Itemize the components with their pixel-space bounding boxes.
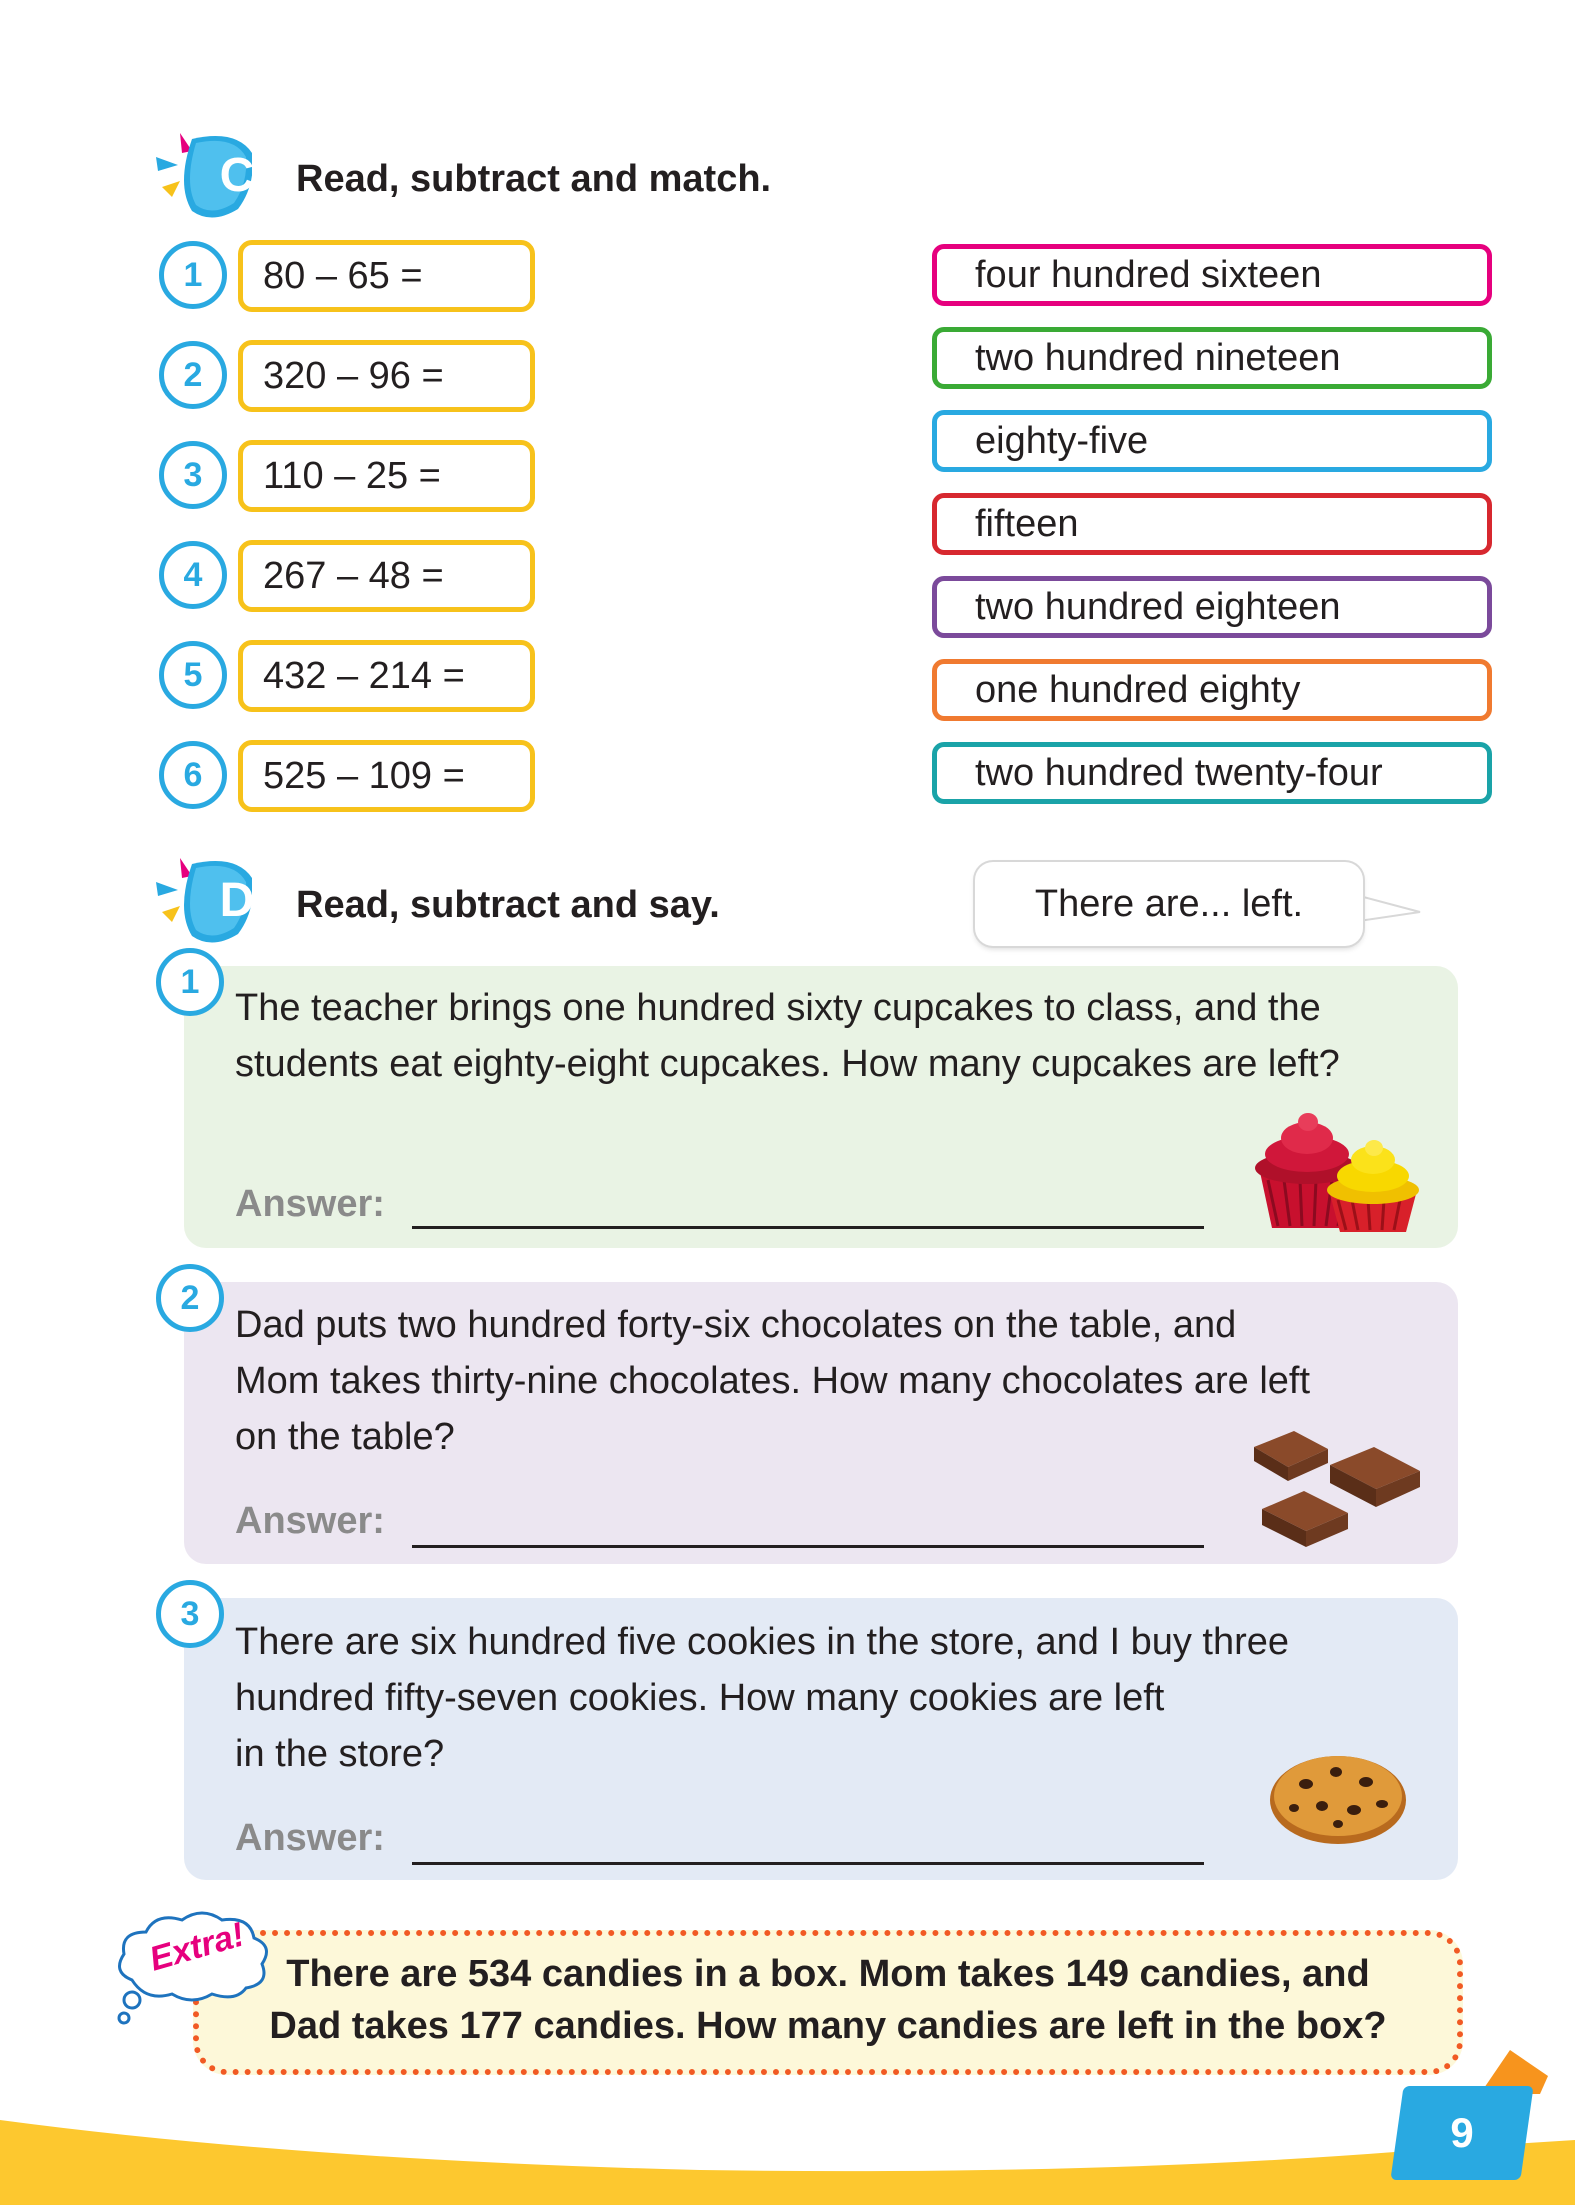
problem-text-2 <box>235 1297 1310 1465</box>
problem-text-1 <box>235 980 1340 1092</box>
answer-line-1[interactable] <box>412 1226 1204 1229</box>
equation-box-3[interactable]: 110 – 25 = <box>238 440 535 512</box>
equation-number-3: 3 <box>159 441 227 509</box>
extra-line-2: Dad takes 177 candies. How many candies are left in the box? <box>269 2005 1387 2047</box>
chocolates-icon <box>1250 1425 1425 1555</box>
word-box-6[interactable]: one hundred eighty <box>932 659 1492 721</box>
equation-box-2[interactable]: 320 – 96 = <box>238 340 535 412</box>
section-c-title: Read, subtract and match. <box>296 158 772 200</box>
speech-bubble: There are... left. <box>975 862 1363 946</box>
word-box-3[interactable]: eighty-five <box>932 410 1492 472</box>
answer-label-1: Answer: <box>235 1183 385 1225</box>
answer-label-3: Answer: <box>235 1817 385 1859</box>
answer-line-3[interactable] <box>412 1862 1204 1865</box>
problem-number-1: 1 <box>156 948 224 1016</box>
problem-2-line-1: Dad puts two hundred forty-six chocolates on the table, and <box>235 1304 1237 1346</box>
problem-2-line-3: on the table? <box>235 1416 455 1458</box>
equation-number-4: 4 <box>159 541 227 609</box>
problem-text-3 <box>235 1614 1289 1782</box>
answer-line-2[interactable] <box>412 1545 1204 1548</box>
word-box-5[interactable]: two hundred eighteen <box>932 576 1492 638</box>
word-box-4[interactable]: fifteen <box>932 493 1492 555</box>
equation-number-6: 6 <box>159 741 227 809</box>
problem-1-line-2: students eat eighty-eight cupcakes. How many cupcakes are left? <box>235 1043 1340 1085</box>
word-box-2[interactable]: two hundred nineteen <box>932 327 1492 389</box>
section-d-title: Read, subtract and say. <box>296 884 720 926</box>
problem-3-line-1: There are six hundred five cookies in the store, and I buy three <box>235 1621 1290 1663</box>
equation-box-1[interactable]: 80 – 65 = <box>238 240 535 312</box>
cupcakes-icon <box>1250 1110 1420 1235</box>
equation-number-2: 2 <box>159 341 227 409</box>
equation-box-5[interactable]: 432 – 214 = <box>238 640 535 712</box>
equation-number-1: 1 <box>159 241 227 309</box>
equation-number-5: 5 <box>159 641 227 709</box>
problem-number-3: 3 <box>156 1580 224 1648</box>
equation-box-6[interactable]: 525 – 109 = <box>238 740 535 812</box>
answer-label-2: Answer: <box>235 1500 385 1542</box>
equation-box-4[interactable]: 267 – 48 = <box>238 540 535 612</box>
problem-number-2: 2 <box>156 1264 224 1332</box>
extra-line-1: There are 534 candies in a box. Mom takes 149 candies, and <box>286 1953 1370 1995</box>
extra-badge: Extra! <box>145 1915 249 1979</box>
problem-1-line-1: The teacher brings one hundred sixty cupcakes to class, and the <box>235 987 1321 1029</box>
problem-3-line-2: hundred fifty-seven cookies. How many cookies are left <box>235 1677 1165 1719</box>
section-d-letter: D <box>219 874 255 927</box>
section-c-letter: C <box>219 149 255 202</box>
cookie-icon <box>1266 1748 1410 1848</box>
word-box-1[interactable]: four hundred sixteen <box>932 244 1492 306</box>
problem-2-line-2: Mom takes thirty-nine chocolates. How many chocolates are left <box>235 1360 1311 1402</box>
footer-wave <box>0 2100 1575 2205</box>
problem-3-line-3: in the store? <box>235 1733 445 1775</box>
page-number: 9 <box>1450 2109 1474 2156</box>
extra-text <box>193 1948 1463 2052</box>
word-box-7[interactable]: two hundred twenty-four <box>932 742 1492 804</box>
